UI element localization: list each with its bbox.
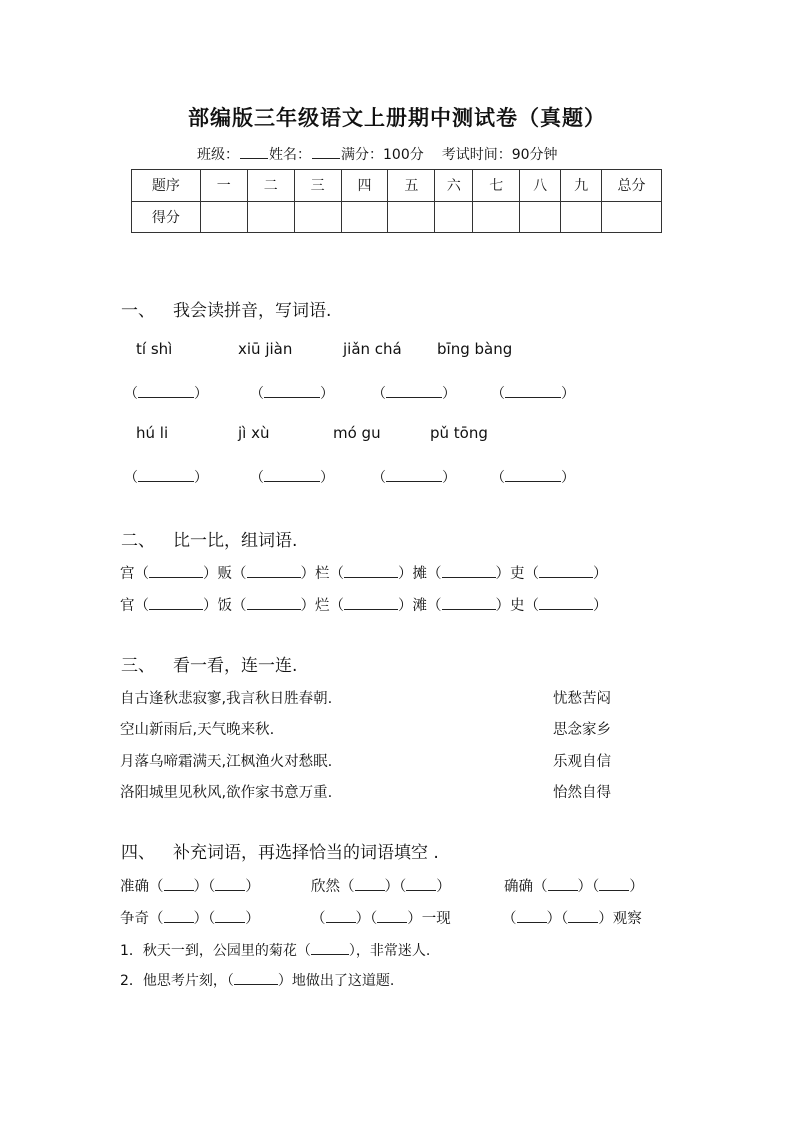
pinyin-item: jiǎn chá xyxy=(343,340,402,358)
answer-blank[interactable] xyxy=(149,596,203,610)
score-cell[interactable] xyxy=(341,201,388,233)
answer-blank[interactable] xyxy=(215,877,245,891)
feeling-option[interactable]: 忧愁苦闷 xyxy=(553,691,611,707)
pinyin-item: bīng bàng xyxy=(437,340,513,358)
word-fill-group: 争奇（ ）（ ） xyxy=(120,911,260,927)
answer-blank[interactable]: （ ） xyxy=(250,386,334,402)
score-header-cell: 总分 xyxy=(602,170,662,202)
answer-blank[interactable] xyxy=(234,971,278,985)
score-cell[interactable] xyxy=(520,201,561,233)
pinyin-item: hú li xyxy=(136,424,169,442)
feeling-option[interactable]: 乐观自信 xyxy=(553,754,611,770)
answer-blank[interactable] xyxy=(247,596,301,610)
section-title: 补充词语，再选择恰当的词语填空 . xyxy=(173,843,439,863)
section-number: 四、 xyxy=(121,843,155,863)
score-cell[interactable] xyxy=(200,201,247,233)
name-blank[interactable] xyxy=(312,146,340,159)
poem-line: 洛阳城里见秋风,欲作家书意万重. xyxy=(120,785,333,801)
answer-blank[interactable] xyxy=(539,564,593,578)
class-label: 班级： xyxy=(197,147,239,163)
score-header-cell: 九 xyxy=(561,170,602,202)
score-header-cell: 三 xyxy=(294,170,341,202)
pinyin-item: mó gu xyxy=(333,424,381,442)
word-fill-group: （ ）（ ）一现 xyxy=(311,911,451,927)
score-cell[interactable] xyxy=(294,201,341,233)
exam-info-line xyxy=(197,144,558,164)
answer-blank[interactable] xyxy=(406,877,436,891)
word-fill-group: 欣然（ ）（ ） xyxy=(311,879,451,895)
answer-blank[interactable] xyxy=(149,564,203,578)
poem-line: 自古逢秋悲寂寥,我言秋日胜春朝. xyxy=(120,691,333,707)
section-2-heading xyxy=(121,526,297,551)
score-header-cell: 题序 xyxy=(132,170,201,202)
answer-blank[interactable] xyxy=(344,596,398,610)
section-4-heading xyxy=(121,838,439,863)
compare-row-1: 宫（ ）贩（ ）栏（ ）摊（ ）吏（ ） xyxy=(120,566,608,582)
question-1: 1．秋天一到，公园里的菊花（ ），非常迷人. xyxy=(120,943,431,959)
score-table-header-row xyxy=(132,170,662,202)
answer-blank[interactable]: （ ） xyxy=(124,470,208,486)
answer-blank[interactable] xyxy=(548,877,578,891)
section-title: 看一看，连一连. xyxy=(173,656,298,676)
score-header-cell: 二 xyxy=(247,170,294,202)
score-cell[interactable] xyxy=(473,201,520,233)
answer-blank[interactable] xyxy=(442,564,496,578)
score-cell[interactable] xyxy=(247,201,294,233)
full-score: 满分：100分 xyxy=(341,147,424,163)
answer-blank[interactable] xyxy=(568,909,598,923)
answer-blank[interactable] xyxy=(164,877,194,891)
answer-blank[interactable] xyxy=(311,941,349,955)
answer-blank[interactable]: （ ） xyxy=(124,386,208,402)
answer-blank[interactable]: （ ） xyxy=(250,470,334,486)
section-title: 我会读拼音，写词语. xyxy=(173,301,332,321)
answer-blank[interactable] xyxy=(539,596,593,610)
score-cell[interactable] xyxy=(435,201,473,233)
poem-line: 空山新雨后,天气晚来秋. xyxy=(120,722,275,738)
answer-blank[interactable] xyxy=(326,909,356,923)
score-header-cell: 五 xyxy=(388,170,435,202)
score-header-cell: 六 xyxy=(435,170,473,202)
word-fill-group: （ ）（ ）观察 xyxy=(502,911,642,927)
word-fill-group: 确确（ ）（ ） xyxy=(504,879,644,895)
pinyin-item: jì xù xyxy=(238,424,270,442)
section-number: 三、 xyxy=(121,656,155,676)
question-2: 2．他思考片刻，（ ）地做出了这道题. xyxy=(120,973,395,989)
score-cell[interactable] xyxy=(388,201,435,233)
answer-blank[interactable] xyxy=(599,877,629,891)
pinyin-item: xiū jiàn xyxy=(238,340,293,358)
answer-blank[interactable]: （ ） xyxy=(372,386,456,402)
answer-blank[interactable]: （ ） xyxy=(491,386,575,402)
section-number: 一、 xyxy=(121,301,155,321)
score-header-cell: 八 xyxy=(520,170,561,202)
section-number: 二、 xyxy=(121,531,155,551)
page-title: 部编版三年级语文上册期中测试卷（真题） xyxy=(188,105,606,130)
feeling-option[interactable]: 思念家乡 xyxy=(553,722,611,738)
score-cell[interactable] xyxy=(561,201,602,233)
answer-blank[interactable] xyxy=(344,564,398,578)
answer-blank[interactable] xyxy=(215,909,245,923)
score-table xyxy=(131,169,662,233)
answer-blank[interactable]: （ ） xyxy=(491,470,575,486)
pinyin-item: pǔ tōng xyxy=(430,424,488,442)
answer-blank[interactable] xyxy=(247,564,301,578)
score-header-cell: 四 xyxy=(341,170,388,202)
exam-time: 考试时间：90分钟 xyxy=(441,147,558,163)
score-row-label: 得分 xyxy=(132,201,201,233)
section-1-heading xyxy=(121,296,331,321)
poem-line: 月落乌啼霜满天,江枫渔火对愁眠. xyxy=(120,754,333,770)
feeling-option[interactable]: 怡然自得 xyxy=(553,785,611,801)
score-header-cell: 七 xyxy=(473,170,520,202)
section-title: 比一比，组词语. xyxy=(173,531,298,551)
answer-blank[interactable] xyxy=(517,909,547,923)
answer-blank[interactable] xyxy=(355,877,385,891)
answer-blank[interactable]: （ ） xyxy=(372,470,456,486)
score-table-score-row xyxy=(132,201,662,233)
section-3-heading xyxy=(121,651,297,676)
class-blank[interactable] xyxy=(240,146,268,159)
pinyin-item: tí shì xyxy=(136,340,173,358)
name-label: 姓名： xyxy=(269,147,311,163)
answer-blank[interactable] xyxy=(164,909,194,923)
compare-row-2: 官（ ）饭（ ）烂（ ）滩（ ）史（ ） xyxy=(120,598,608,614)
score-header-cell: 一 xyxy=(200,170,247,202)
answer-blank[interactable] xyxy=(442,596,496,610)
score-cell[interactable] xyxy=(602,201,662,233)
answer-blank[interactable] xyxy=(377,909,407,923)
word-fill-group: 准确（ ）（ ） xyxy=(120,879,260,895)
